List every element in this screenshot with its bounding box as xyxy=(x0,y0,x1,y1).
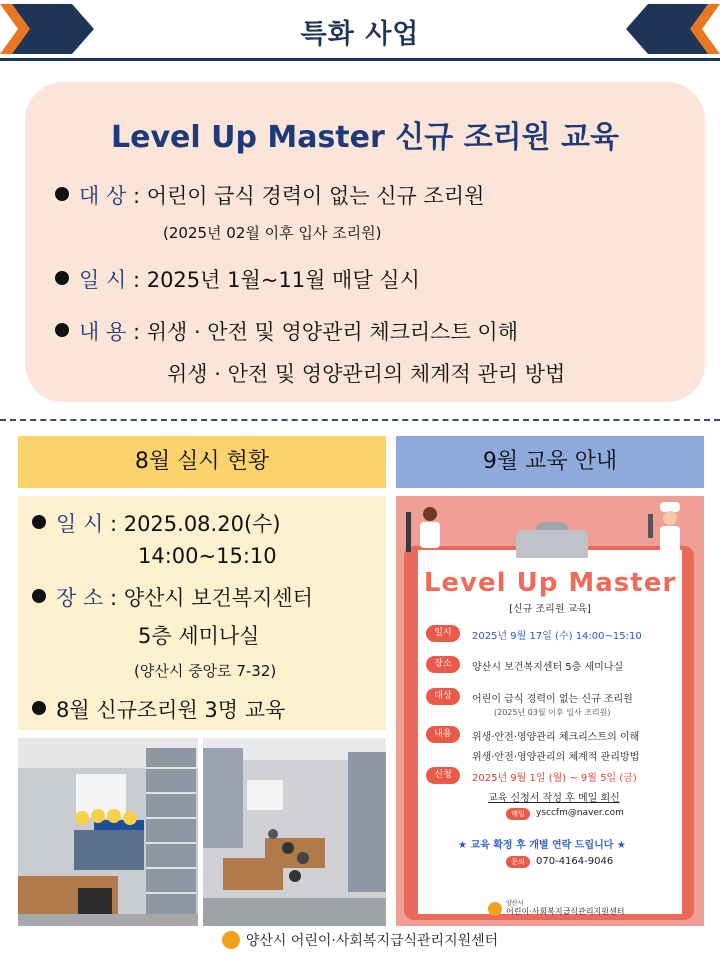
poster-title: Level Up Master xyxy=(423,568,677,598)
bullet-icon xyxy=(55,271,69,285)
poster-place-value: 양산시 보건복지센터 5층 세미나실 xyxy=(472,662,624,673)
poster-date-tag: 일시 xyxy=(426,625,460,642)
poster-place-tag: 장소 xyxy=(426,656,460,673)
aug-place-address: (양산시 중앙로 7-32) xyxy=(134,662,277,680)
cook-left-illustration xyxy=(402,504,448,554)
poster-apply-note: 교육 신청서 작성 후 메일 회신 xyxy=(488,793,620,804)
poster-target-tag: 대상 xyxy=(426,688,460,705)
content-label: 내 용 xyxy=(79,320,127,344)
poster-content-line-2: 위생·안전·영양관리의 체계적 관리방법 xyxy=(472,752,640,763)
date-label: 일 시 xyxy=(79,268,127,292)
poster-org-name: 어린이·사회복지급식관리지원센터 xyxy=(506,907,625,916)
poster-subtitle: [신규 조리원 교육] xyxy=(509,604,591,615)
aug-place-room: 5층 세미나실 xyxy=(138,624,260,648)
content-row xyxy=(55,316,518,346)
colon: : xyxy=(109,512,118,536)
colon: : xyxy=(132,184,141,208)
aug-summary: 8월 신규조리원 3명 교육 xyxy=(56,698,286,722)
aug-place-label: 장 소 xyxy=(56,586,104,610)
poster-target-value: 어린이 급식 경력이 없는 신규 조리원 xyxy=(472,694,633,705)
bullet-icon xyxy=(32,589,46,603)
cook-right-illustration xyxy=(644,502,696,554)
poster-phone-tag: 문의 xyxy=(506,856,530,868)
footer-org: 양산시 어린이·사회복지급식관리지원센터 xyxy=(245,933,499,949)
content-line-1: 위생 · 안전 및 영양관리 체크리스트 이해 xyxy=(146,320,519,344)
header-divider xyxy=(0,58,720,61)
target-row xyxy=(55,180,484,210)
august-details xyxy=(18,496,386,730)
content-line-2: 위생 · 안전 및 영양관리의 체계적 관리 방법 xyxy=(167,362,566,386)
header xyxy=(0,0,720,62)
aug-date-label: 일 시 xyxy=(56,512,104,536)
program-card xyxy=(25,82,705,402)
poster-org-small: 양산시 xyxy=(506,900,524,907)
org-logo-icon xyxy=(488,902,502,916)
poster-notice: ★ 교육 확정 후 개별 연락 드립니다 ★ xyxy=(458,840,626,851)
training-photo-2 xyxy=(203,738,386,926)
date-value: 2025년 1월~11월 매달 실시 xyxy=(146,268,420,292)
org-logo-icon xyxy=(222,931,240,949)
bullet-icon xyxy=(32,515,46,529)
target-label: 대 상 xyxy=(79,184,127,208)
poster-target-note: (2025년 03월 이후 입사 조리원) xyxy=(494,708,611,717)
bullet-icon xyxy=(55,187,69,201)
poster-mail-value[interactable]: ysccfm@naver.com xyxy=(536,808,624,818)
poster-phone-value: 070-4164-9046 xyxy=(536,856,614,867)
poster-apply-tag: 신청 xyxy=(426,767,460,784)
colon: : xyxy=(109,586,118,610)
clip xyxy=(516,530,588,558)
training-photo-1 xyxy=(18,738,198,926)
bullet-icon xyxy=(55,323,69,337)
colon: : xyxy=(132,320,141,344)
date-row xyxy=(55,264,420,294)
page-title: 특화 사업 xyxy=(300,19,420,50)
aug-time-value: 14:00~15:10 xyxy=(138,544,277,568)
target-value: 어린이 급식 경력이 없는 신규 조리원 xyxy=(146,184,485,208)
poster-mail-tag: 메일 xyxy=(506,808,530,820)
footer xyxy=(0,930,720,950)
aug-place-value: 양산시 보건복지센터 xyxy=(123,586,313,610)
poster-apply-value: 2025년 9월 1일 (월) ~ 9월 5일 (금) xyxy=(472,773,637,784)
poster-date-value: 2025년 9월 17일 (수) 14:00~15:10 xyxy=(472,631,642,642)
aug-summary-row xyxy=(32,694,285,724)
colon: : xyxy=(132,268,141,292)
section-divider xyxy=(0,419,720,421)
aug-date-row xyxy=(32,508,281,538)
aug-date-value: 2025.08.20(수) xyxy=(123,512,281,536)
target-note: (2025년 02월 이후 입사 조리원) xyxy=(163,224,382,242)
september-poster xyxy=(396,496,704,926)
bullet-icon xyxy=(32,701,46,715)
poster-content-tag: 내용 xyxy=(426,726,460,743)
september-heading: 9월 교육 안내 xyxy=(396,436,704,488)
august-heading: 8월 실시 현황 xyxy=(18,436,386,488)
program-title: Level Up Master 신규 조리원 교육 xyxy=(110,120,619,155)
aug-place-row xyxy=(32,582,313,612)
poster-content-line-1: 위생·안전·영양관리 체크리스트의 이해 xyxy=(472,732,640,743)
